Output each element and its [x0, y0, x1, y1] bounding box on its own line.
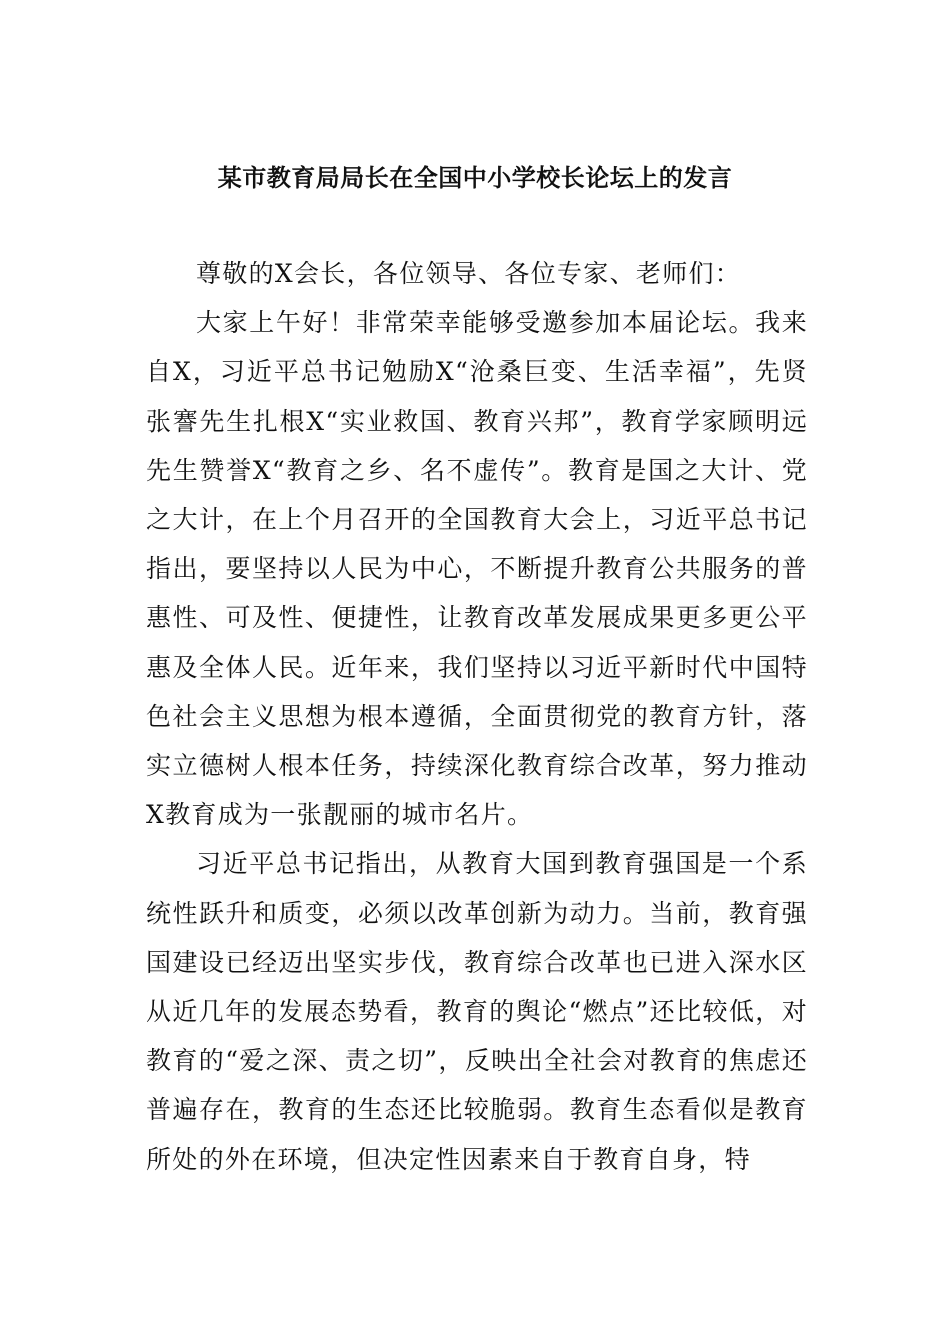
- body-paragraph: 大家上午好！非常荣幸能够受邀参加本届论坛。我来自X，习近平总书记勉励X“沧桑巨变、生活幸福”，先贤张謇先生扎根X“实业救国、教育兴邦”，教育学家顾明远先生赞誉X“教育之乡、名不虚传”。教育是国之大计、党之大计，在上个月召开的全国教育大会上，习近平总书记指出，要坚持以人民为中心，不断提升教育公共服务的普惠性、可及性、便捷性，让教育改革发展成果更多更公平惠及全体人民。近年来，我们坚持以习近平新时代中国特色社会主义思想为根本遵循，全面贯彻党的教育方针，落实立德树人根本任务，持续深化教育综合改革，努力推动X教育成为一张靓丽的城市名片。: [146, 308, 808, 830]
- salutation-paragraph: 尊敬的X会长，各位领导、各位专家、老师们：: [196, 259, 742, 288]
- document-body: [146, 249, 808, 1184]
- body-paragraph: 习近平总书记指出，从教育大国到教育强国是一个系统性跃升和质变，必须以改革创新为动力。当前，教育强国建设已经迈出坚实步伐，教育综合改革也已进入深水区从近几年的发展态势看，教育的舆论“燃点”还比较低，对教育的“爱之深、责之切”，反映出全社会对教育的焦虑还普遍存在，教育的生态还比较脆弱。教育生态看似是教育所处的外在环境，但决定性因素来自于教育自身，特: [146, 849, 808, 1174]
- document-title: 某市教育局局长在全国中小学校长论坛上的发言: [217, 164, 733, 192]
